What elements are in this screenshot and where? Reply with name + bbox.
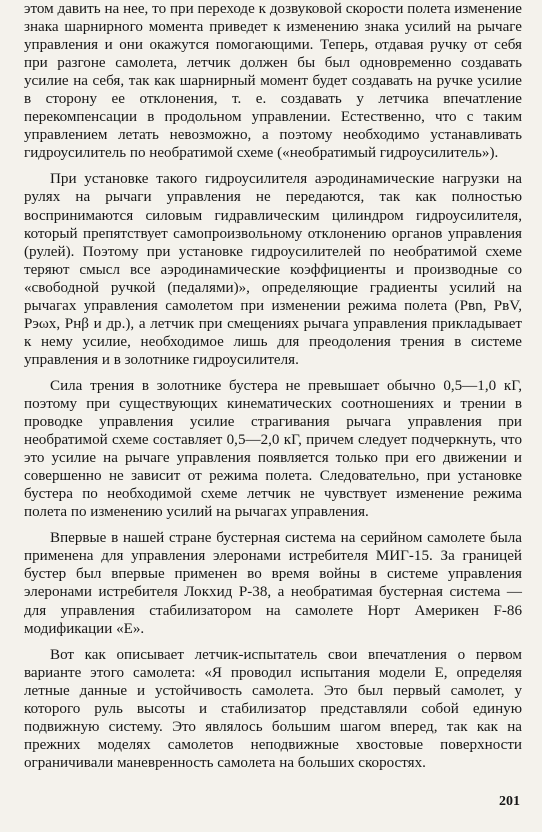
paragraph-3: Сила трения в золотнике бустера не превышает обычно 0,5—1,0 кГ, поэтому при существующих кинематических соотношениях и трении в проводке управления усилие страгивания рычага управления при необратимой схеме составляет 0,5—2,0 кГ, причем следует подчеркнуть, что это усилие на рычаге управления появляется только при его движении и совершенно не зависит от режима полета. Следовательно, при установке бустера по необходимой схеме летчик не чувствует изменение режима полета по изменению усилий на рычагах управления.	[24, 377, 522, 521]
paragraph-4: Впервые в нашей стране бустерная система на серийном самолете была применена для управления элеронами истребителя МИГ-15. За границей бустер был впервые применен во время войны в системе управления элеронами истребителя Локхид Р-38, а необратимая бустерная система — для управления стабилизатором на самолете Норт Америкен F-86 модификации «Е».	[24, 530, 522, 637]
paragraph-1: этом давить на нее, то при переходе к дозвуковой скорости полета изменение знака шарнирного момента приведет к изменению знака усилий на рычаге управления и они окажутся помогающими. Теперь, отдавая ручку от себя при разгоне самолета, летчик должен бы был одновременно создавать усилие на себя, так как шарнирный момент будет создавать на ручке усилие в сторону ее отклонения, т. е. создавать у летчика впечатление перекомпенсации в продольном управлении. Естественно, что с таким управлением летать невозможно, а поэтому необходимо устанавливать гидроусилитель по необратимой схеме («необратимый гидроусилитель»).	[24, 1, 522, 162]
body-text	[24, 0, 522, 772]
page-number: 201	[499, 794, 520, 809]
paragraph-2: При установке такого гидроусилителя аэродинамические нагрузки на рулях на рычаги управления не передаются, так как полностью воспринимаются силовым гидравлическим цилиндром гидроусилителя, который препятствует самопроизвольному отклонению органов управления (рулей). Поэтому при установке гидроусилителей по необратимой схеме теряют смысл все аэродинамические коэффициенты и производные со «свободной ручкой (педалями)», определяющие градиенты усилий на рычагах управления самолетом при изменении режима полета (Pвn, PвV, Pэωx, Pнβ и др.), а летчик при смещениях рычага управления прикладывает к нему усилие, необходимое лишь для преодоления трения в системе управления и в золотнике гидроусилителя.	[24, 171, 522, 368]
paragraph-5: Вот как описывает летчик-испытатель свои впечатления о первом варианте этого самолета: «Я проводил испытания модели Е, определяя летные данные и устойчивость самолета. Это был первый самолет, у которого руль высоты и стабилизатор представляли собой единую подвижную систему. Это являлось большим шагом вперед, так как на прежних моделях самолетов неподвижные хвостовые поверхности ограничивали маневренность самолета на больших скоростях.	[24, 646, 522, 771]
